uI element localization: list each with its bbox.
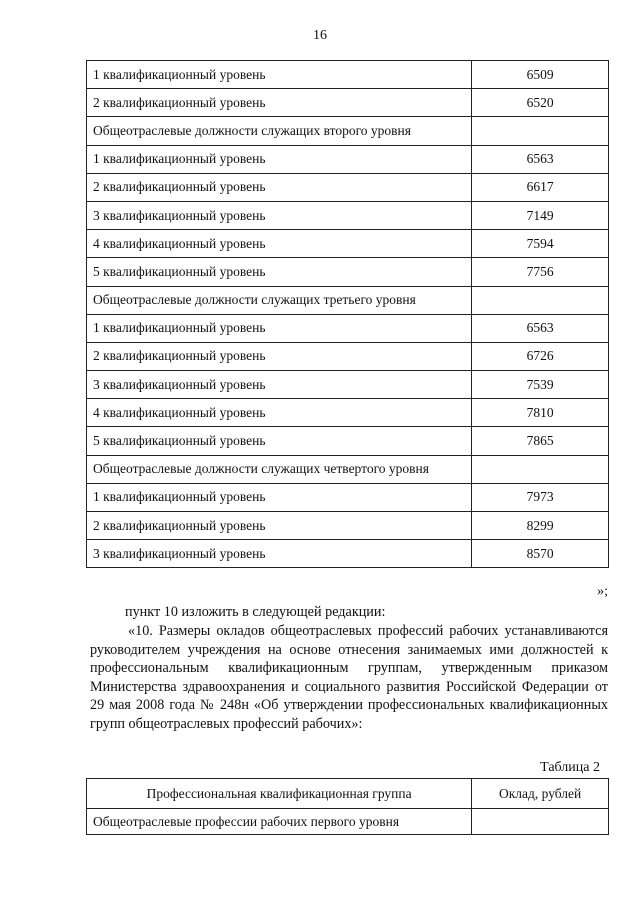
row-name: 2 квалификационный уровень [87,89,472,117]
salary-table-body [87,61,609,568]
row-name: 2 квалификационный уровень [87,173,472,201]
row-value: 8299 [472,512,609,540]
table-row [87,809,609,835]
row-value [472,117,609,145]
row-name: Общеотраслевые должности служащих второго уровня [87,117,472,145]
page-number: 16 [313,28,327,43]
row-name: 2 квалификационный уровень [87,512,472,540]
row-value: 7594 [472,230,609,258]
table-header-row [87,779,609,809]
table-row [87,512,609,540]
row-name: 1 квалификационный уровень [87,314,472,342]
row-name: 5 квалификационный уровень [87,258,472,286]
row-value: 7810 [472,399,609,427]
row-value: 6563 [472,145,609,173]
closing-quote-mark: »; [597,584,608,599]
row-value: 6563 [472,314,609,342]
row-name: 1 квалификационный уровень [87,483,472,511]
row-value: 8570 [472,540,609,568]
row-value: 7149 [472,201,609,229]
table-row [87,117,609,145]
row-value: 6520 [472,89,609,117]
table-row [87,286,609,314]
row-value: 7539 [472,371,609,399]
table-row [87,61,609,89]
salary-table [86,60,609,568]
table-row [87,540,609,568]
row-name: 3 квалификационный уровень [87,540,472,568]
row-value: 6509 [472,61,609,89]
table-row [87,399,609,427]
row-name: 3 квалификационный уровень [87,371,472,399]
row-name: Общеотраслевые профессии рабочих первого уровня [87,809,472,835]
row-name: 1 квалификационный уровень [87,61,472,89]
table-row [87,258,609,286]
header-salary: Оклад, рублей [472,779,609,809]
table-row [87,201,609,229]
table-row [87,314,609,342]
table-row [87,89,609,117]
row-value [472,286,609,314]
paragraph-main: «10. Размеры окладов общеотраслевых профессий рабочих устанавливаются руководителем учреждения на основе отнесения занимаемых ими должностей к профессиональным квалификационным группам, утвержденным приказом Министерства здравоохранения и социального развития Российской Федерации от 29 мая 2008 года № 248н «Об утверждении профессиональных квалификационных групп общеотраслевых профессий рабочих»: [90,623,608,732]
row-name: 4 квалификационный уровень [87,230,472,258]
table-row [87,371,609,399]
table-row [87,230,609,258]
row-name: 3 квалификационный уровень [87,201,472,229]
table-row [87,483,609,511]
table-row [87,342,609,370]
row-value: 7973 [472,483,609,511]
table-row [87,427,609,455]
row-value: 6617 [472,173,609,201]
row-value [472,455,609,483]
table2-caption: Таблица 2 [540,760,600,775]
row-name: 4 квалификационный уровень [87,399,472,427]
row-value: 7756 [472,258,609,286]
row-value [472,809,609,835]
professions-table [86,778,609,835]
row-name: Общеотраслевые должности служащих четвертого уровня [87,455,472,483]
row-name: 1 квалификационный уровень [87,145,472,173]
row-name: 2 квалификационный уровень [87,342,472,370]
table-row [87,145,609,173]
row-value: 6726 [472,342,609,370]
row-name: Общеотраслевые должности служащих третьего уровня [87,286,472,314]
row-name: 5 квалификационный уровень [87,427,472,455]
table-row [87,455,609,483]
paragraph-intro: пункт 10 изложить в следующей редакции: [125,604,386,620]
header-group: Профессиональная квалификационная группа [87,779,472,809]
table-row [87,173,609,201]
row-value: 7865 [472,427,609,455]
